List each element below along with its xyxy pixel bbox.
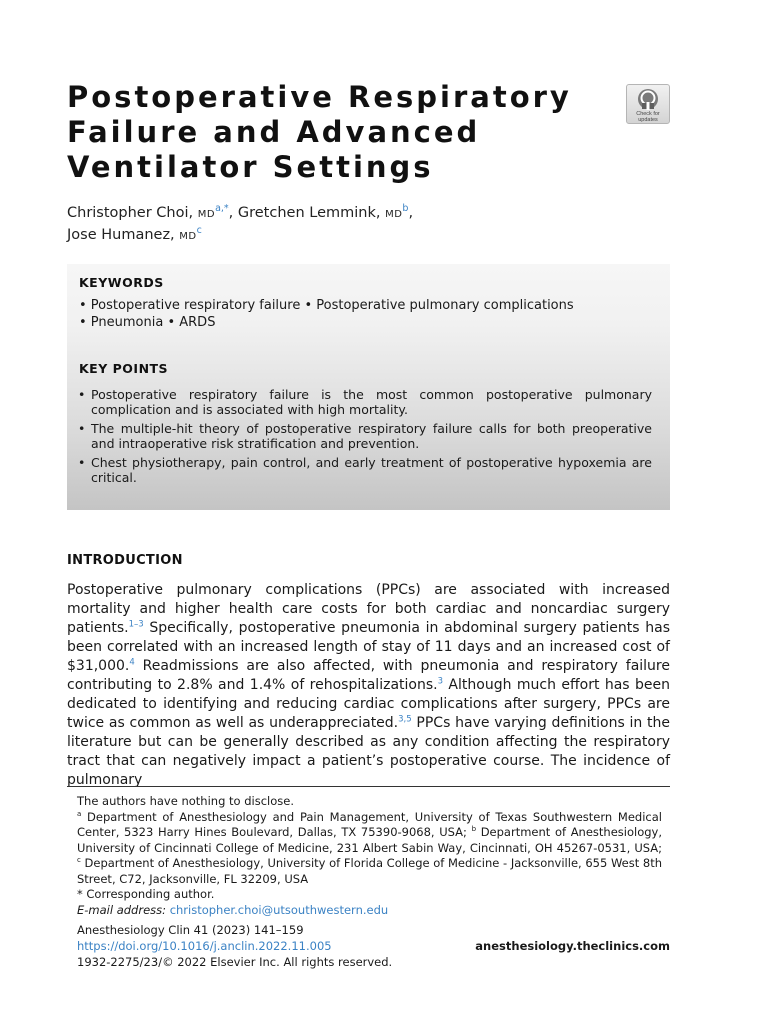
footnote-divider — [67, 786, 670, 787]
doi-link[interactable]: https://doi.org/10.1016/j.anclin.2022.11.005 — [77, 939, 332, 953]
body-text-run: Specifically, postoperative pneumonia in abdominal surgery patients has been correlated with an increased length of stay of 11 days and an increased cost of $31,000. — [67, 620, 670, 674]
key-point-item: • Postoperative respiratory failure is the most common postoperative pulmonary complication and is associated with high mortality. — [77, 387, 652, 417]
title-line: Postoperative Respiratory — [67, 80, 572, 114]
badge-label: Check for updates — [636, 111, 660, 123]
affiliation-ref[interactable]: a,* — [215, 203, 229, 215]
affiliation-mark: a — [77, 809, 82, 818]
email-label: E-mail address: — [77, 902, 167, 917]
citation-ref[interactable]: 3,5 — [398, 714, 412, 725]
introduction-paragraph — [67, 581, 670, 790]
affiliation-mark: b — [471, 825, 477, 834]
citation-ref[interactable]: 4 — [129, 657, 135, 668]
affiliation-text: Department of Anesthesiology, University of Florida College of Medicine - Jacksonville, 655 West 8th Street, C72, Jacksonville, FL 32209, USA — [77, 856, 662, 886]
author-name: Christopher Choi, — [67, 205, 198, 221]
keywords-line: • Pneumonia • ARDS — [79, 315, 216, 330]
keywords-panel — [67, 264, 670, 510]
author-name: Gretchen Lemmink, — [237, 205, 386, 221]
body-text-run: PPCs have varying definitions in the literature but can be generally described as any condition affecting the respiratory tract that can negatively impact a patient’s postoperative course. The incidence of pulmonary — [67, 715, 670, 788]
introduction-heading: INTRODUCTION — [67, 553, 183, 568]
title-line: Failure and Advanced — [67, 115, 481, 149]
author-degree: MD — [179, 231, 197, 242]
citation-block — [77, 922, 670, 970]
email-note — [77, 903, 662, 919]
key-points-list — [77, 387, 652, 489]
crossmark-icon — [637, 88, 659, 110]
copyright-line: 1932-2275/23/© 2022 Elsevier Inc. All rights reserved. — [77, 955, 393, 969]
journal-citation: Anesthesiology Clin 41 (2023) 141–159 — [77, 923, 304, 937]
affiliation-text: Department of Anesthesiology and Pain Management, University of Texas Southwestern Medical Center, 5323 Harry Hines Boulevard, Dallas, TX 75390-9068, USA; — [77, 809, 662, 839]
title-line: Ventilator Settings — [67, 150, 434, 184]
affiliation-text: Department of Anesthesiology, University of Cincinnati College of Medicine, 231 Albert Sabin Way, Cincinnati, OH 45267-0531, USA; — [77, 825, 663, 855]
keywords-line: • Postoperative respiratory failure • Postoperative pulmonary complications — [79, 298, 574, 313]
body-text-run: Postoperative pulmonary complications (PPCs) are associated with increased mortality and higher health care costs for both cardiac and noncardiac surgery patients. — [67, 582, 670, 636]
author-degree: MD — [385, 209, 403, 220]
author-name: Jose Humanez, — [67, 227, 180, 243]
author-list — [67, 203, 687, 247]
affiliation-ref[interactable]: c — [196, 225, 202, 237]
key-points-heading: KEY POINTS — [79, 361, 169, 376]
author-degree: MD — [197, 209, 216, 220]
author-separator: , — [228, 205, 238, 221]
author-separator: , — [408, 205, 414, 221]
footnotes — [77, 794, 662, 918]
email-link[interactable]: christopher.choi@utsouthwestern.edu — [169, 902, 389, 917]
article-title — [67, 80, 627, 185]
affiliation-mark: c — [77, 856, 81, 865]
citation-ref[interactable]: 3 — [437, 676, 444, 687]
body-text-run: Although much effort has been dedicated to identifying and reducing cardiac complications after surgery, PPCs are twice as common as well as underappreciated. — [67, 677, 670, 731]
key-point-item: • The multiple-hit theory of postoperative respiratory failure calls for both preoperative and intraoperative risk stratification and prevention. — [77, 421, 652, 451]
body-text-run: Readmissions are also affected, with pneumonia and respiratory failure contributing to 2.8% and 1.4% of rehospitalizations. — [67, 658, 670, 693]
key-point-item: • Chest physiotherapy, pain control, and early treatment of postoperative hypoxemia are critical. — [77, 455, 652, 485]
corresponding-note: * Corresponding author. — [77, 887, 215, 901]
check-for-updates-badge[interactable] — [626, 84, 670, 124]
keywords-list — [79, 297, 669, 331]
disclosure-note: The authors have nothing to disclose. — [77, 794, 294, 808]
affiliations-note — [77, 810, 662, 888]
journal-website[interactable]: anesthesiology.theclinics.com — [475, 939, 670, 953]
affiliation-ref[interactable]: b — [402, 203, 409, 215]
keywords-heading: KEYWORDS — [79, 275, 164, 290]
citation-ref[interactable]: 1–3 — [128, 619, 144, 630]
